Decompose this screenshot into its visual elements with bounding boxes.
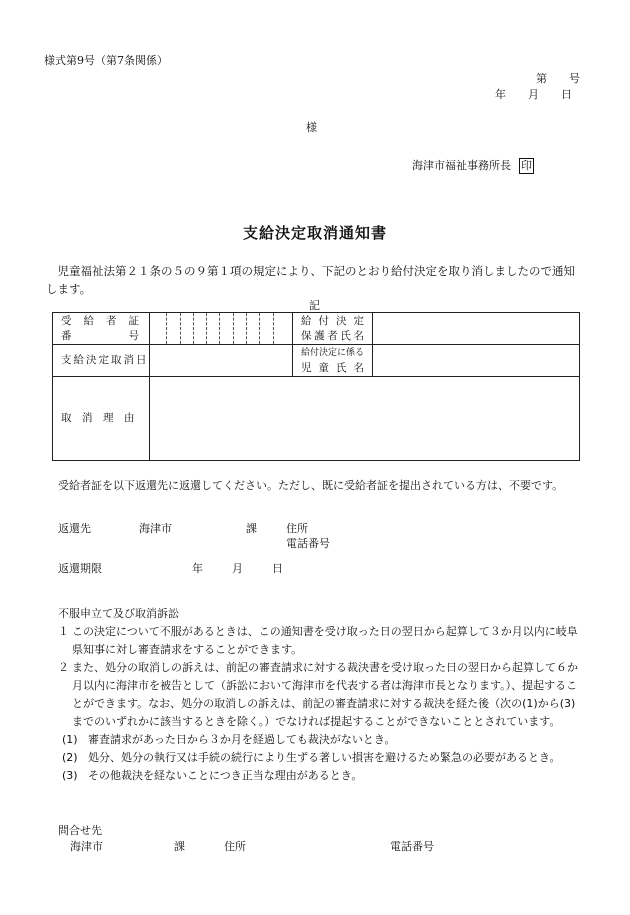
return-notice: 受給者証を以下返還先に返還してください。ただし、既に受給者証を提出されている方は、不要です。 [58, 479, 564, 492]
reason-field[interactable] [150, 377, 580, 461]
guardian-name-field[interactable] [373, 313, 580, 345]
issuer-block [412, 157, 534, 174]
document-number-label: 第 号 [536, 72, 580, 85]
appeal-item: ２ また、処分の取消しの訴えは、前記の審査請求に対する裁決書を受け取った日の翌日から起算して６か月以内に海津市を被告として（訴訟において海津市を代表する者は海津市長となります。）、提起することができます。なお、処分の取消しの訴えは、前記の審査請求に対する裁決を経た後（次の(1)から(3)までのいずれかに該当するときを除く。）でなければ提起することができないこととされています。 [58, 661, 578, 728]
intro-paragraph: 児童福祉法第２１条の５の９第１項の規定により、下記のとおり給付決定を取り消しましたので通知します。 [46, 264, 575, 296]
return-to-section: 課 [246, 522, 257, 535]
reason-label: 取 消 理 由 [53, 377, 150, 461]
contact-phone: 電話番号 [390, 840, 434, 853]
return-to-address: 住所 [286, 522, 308, 535]
appeal-subitem: (1) 審査請求があった日から３か月を経過しても裁決がないとき。 [62, 733, 396, 746]
guardian-name-label: 給 付 決 定 保 護 者 氏 名 [293, 313, 373, 345]
return-to-label: 返還先 [58, 522, 91, 535]
appeal-list [58, 623, 586, 785]
appeal-item: １ この決定について不服があるときは、この通知書を受け取った日の翌日から起算して３か月以内に岐阜県知事に対し審査請求をすることができます。 [58, 625, 578, 656]
contact-section: 課 [174, 840, 185, 853]
issue-date-label: 年 月 日 [495, 88, 572, 101]
seal-stamp: 印 [521, 159, 532, 172]
return-to-phone: 電話番号 [286, 537, 330, 550]
contact-address: 住所 [224, 840, 246, 853]
recipient-suffix: 様 [306, 121, 317, 134]
decision-table [52, 312, 580, 461]
child-name-field[interactable] [373, 345, 580, 377]
appeal-subitem: (2) 処分、処分の執行又は手続の続行により生ずる著しい損害を避けるため緊急の必要があるとき。 [62, 751, 561, 764]
document-title: 支給決定取消通知書 [242, 224, 387, 242]
deadline-month: 月 [232, 562, 243, 575]
contact-city: 海津市 [70, 840, 103, 853]
return-to-city: 海津市 [139, 522, 172, 535]
cert-number-label: 受 給 者 証 番 号 [53, 313, 150, 345]
deadline-label: 返還期限 [58, 562, 102, 575]
cancel-date-label: 支給決定取消日 [53, 345, 150, 377]
appeal-subitem: (3) その他裁決を経ないことにつき正当な理由があるとき。 [62, 769, 363, 782]
cancel-date-field[interactable] [150, 345, 293, 377]
form-number: 様式第9号（第7条関係） [44, 54, 168, 67]
appeal-heading: 不服申立て及び取消訴訟 [58, 607, 179, 620]
contact-label: 問合せ先 [58, 824, 102, 837]
cert-number-field[interactable] [150, 313, 293, 345]
ki-heading: 記 [309, 299, 320, 312]
issuer-name: 海津市福祉事務所長 [412, 159, 511, 172]
child-name-label: 給付決定に係る 児 童 氏 名 [293, 345, 373, 377]
deadline-day: 日 [272, 562, 283, 575]
deadline-year: 年 [192, 562, 203, 575]
